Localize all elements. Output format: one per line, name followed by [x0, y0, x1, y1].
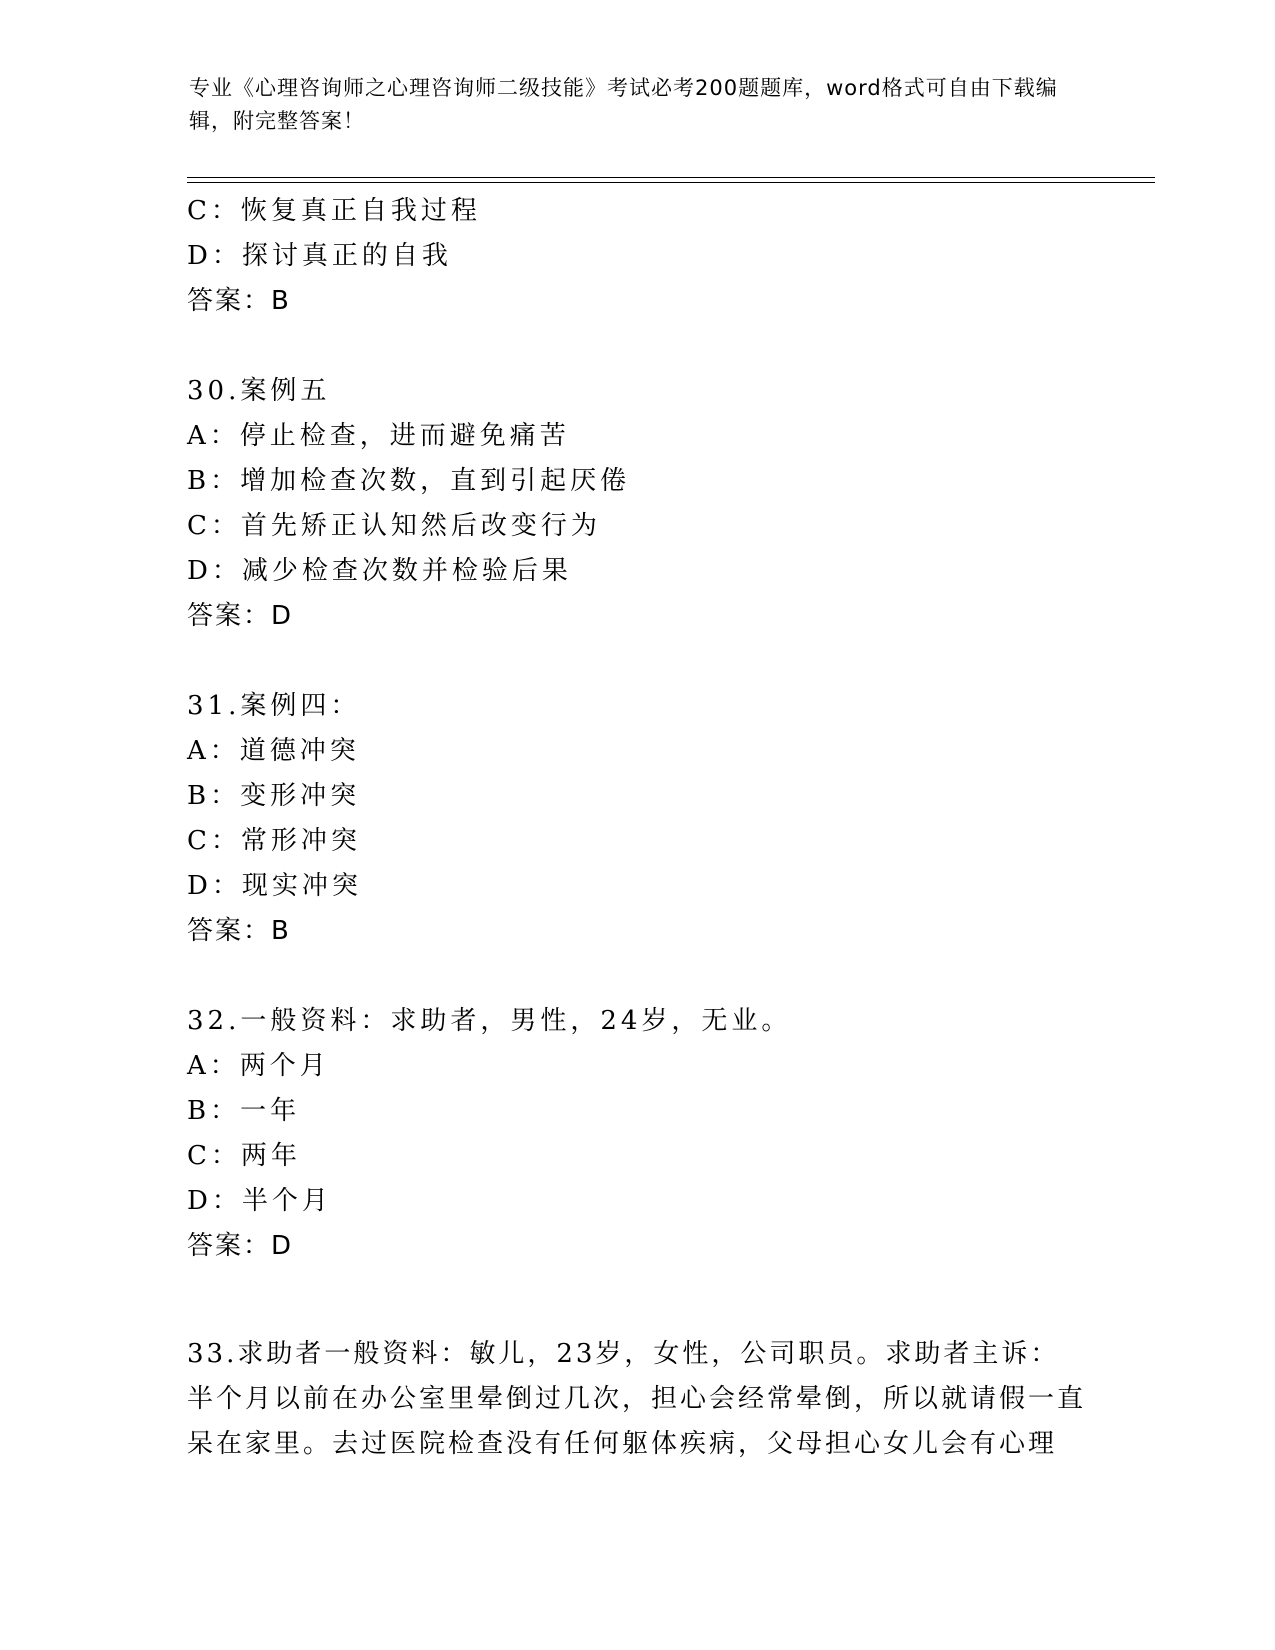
- option-c: C：恢复真正自我过程: [187, 196, 481, 226]
- option-d: D：减少检查次数并检验后果: [187, 556, 572, 586]
- option-a: A：两个月: [187, 1051, 330, 1081]
- option-d: D：现实冲突: [187, 871, 362, 901]
- question-33-paragraph: 33.求助者一般资料：敏儿，23岁，女性，公司职员。求助者主诉：半个月以前在办公室里晕倒过几次，担心会经常晕倒，所以就请假一直呆在家里。去过医院检查没有任何躯体疾病，父母担心女儿会有心理: [187, 1339, 1087, 1459]
- option-b: B：变形冲突: [187, 781, 361, 811]
- answer-line: 答案：B: [187, 286, 291, 316]
- option-c: C：常形冲突: [187, 826, 361, 856]
- header-rule-bottom: [187, 182, 1155, 183]
- option-c: C：两年: [187, 1141, 301, 1171]
- document-header: 专业《心理咨询师之心理咨询师二级技能》考试必考200题题库，word格式可自由下载编辑，附完整答案！: [189, 76, 1058, 133]
- option-d: D：探讨真正的自我: [187, 241, 452, 271]
- question-stem: 31.案例四：: [187, 691, 361, 721]
- answer-line: 答案：B: [187, 916, 291, 946]
- option-d: D：半个月: [187, 1186, 332, 1216]
- answer-line: 答案：D: [187, 601, 294, 631]
- option-a: A：道德冲突: [187, 736, 360, 766]
- option-a: A：停止检查，进而避免痛苦: [187, 421, 570, 451]
- question-stem: 32.一般资料：求助者，男性，24岁，无业。: [187, 1006, 792, 1036]
- question-stem: 30.案例五: [187, 376, 331, 406]
- option-b: B：一年: [187, 1096, 301, 1126]
- option-c: C：首先矫正认知然后改变行为: [187, 511, 601, 541]
- answer-line: 答案：D: [187, 1231, 294, 1261]
- option-b: B：增加检查次数，直到引起厌倦: [187, 466, 631, 496]
- header-rule-top: [187, 177, 1155, 178]
